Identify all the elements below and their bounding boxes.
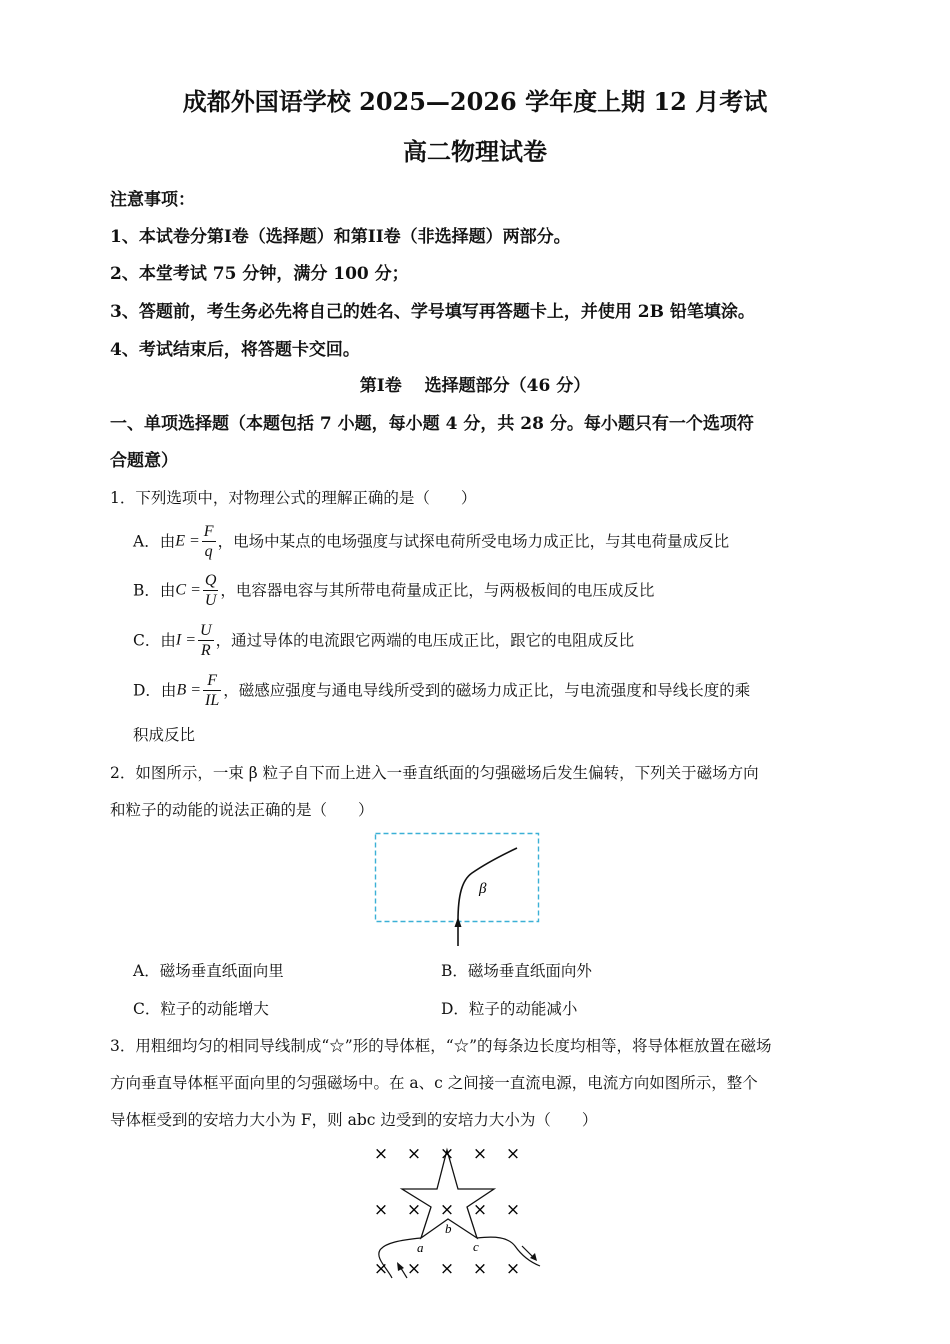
field-into-page-cross-icon: × [373,1200,389,1220]
option-text: ，电场中某点的电场强度与试探电荷所受电场力成正比，与其电荷量成反比 [217,532,730,551]
numerator: U [200,622,212,639]
denominator: U [204,592,217,609]
point-label-a: a [417,1240,424,1255]
q2-option-d: D．粒子的动能减小 [441,1000,578,1018]
arrow-head-icon [397,1262,404,1271]
field-into-page-cross-icon: × [439,1144,455,1164]
field-into-page-cross-icon: × [406,1144,422,1164]
q1-stem: 1．下列选项中，对物理公式的理解正确的是（ ） [110,489,477,507]
numerator: Q [204,572,217,589]
formula-lhs: E = [175,532,200,550]
field-into-page-cross-icon: × [505,1200,521,1220]
denominator: IL [205,692,220,709]
field-into-page-cross-icon: × [472,1144,488,1164]
option-prefix: C．由 [133,631,176,650]
field-into-page-cross-icon: × [505,1144,521,1164]
option-prefix: B．由 [133,581,176,600]
field-region-box [376,834,539,922]
field-into-page-cross-icon: × [472,1259,488,1279]
field-into-page-cross-icon: × [406,1259,422,1279]
q2-option-b: B．磁场垂直纸面向外 [441,962,592,980]
option-text: ，通过导体的电流跟它两端的电压成正比，跟它的电阻成反比 [215,631,635,650]
field-into-page-cross-icon: × [373,1144,389,1164]
option-prefix: D．由 [133,681,177,700]
notes-heading: 注意事项： [110,190,195,210]
field-into-page-cross-icon: × [505,1259,521,1279]
q1-option-d-cont: 积成反比 [133,726,196,744]
denominator: q [204,543,213,560]
q2-stem-cont: 和粒子的动能的说法正确的是（ ） [110,801,374,819]
part-heading: 一、单项选择题（本题包括 7 小题，每小题 4 分，共 28 分。每小题只有一个选项符 [110,414,754,434]
part-heading-cont: 合题意） [110,451,178,471]
field-into-page-cross-icon: × [373,1259,389,1279]
denominator: R [200,642,211,659]
note-item: 3、答题前，考生务必先将自己的姓名、学号填写再答题卡上，并使用 2B 铅笔填涂。 [110,302,755,322]
field-into-page-cross-icon: × [406,1200,422,1220]
q3-stem-cont2: 导体框受到的安培力大小为 F，则 abc 边受到的安培力大小为（ ） [110,1111,598,1129]
note-item: 2、本堂考试 75 分钟，满分 100 分； [110,264,409,284]
particle-trajectory [458,848,517,921]
arrow-head-icon [530,1253,537,1261]
note-item: 1、本试卷分第I卷（选择题）和第II卷（非选择题）两部分。 [110,227,571,247]
field-into-page-cross-icon: × [439,1259,455,1279]
numerator: F [203,523,214,540]
option-prefix: A．由 [133,532,176,551]
option-text: ，电容器电容与其所带电荷量成正比，与两极板间的电压成反比 [220,581,655,600]
star-frame-figure [374,1144,540,1279]
exam-subtitle: 高二物理试卷 [403,137,547,166]
q2-option-c: C．粒子的动能增大 [133,1000,269,1018]
point-label-b: b [445,1221,452,1236]
section-title: 第I卷 选择题部分（46 分） [359,376,591,396]
q3-stem-cont: 方向垂直导体框平面向里的匀强磁场中。在 a、c 之间接一直流电源，电流方向如图所示，整个 [110,1074,758,1092]
field-into-page-cross-icon: × [439,1200,455,1220]
option-text: ，磁感应强度与通电导线所受到的磁场力成正比，与电流强度和导线长度的乘 [223,681,751,700]
q3-stem: 3．用粗细均匀的相同导线制成“☆”形的导体框，“☆”的每条边长度均相等，将导体框放置在磁场 [110,1037,772,1055]
beta-label: β [479,881,487,897]
point-label-c: c [473,1239,479,1254]
field-into-page-cross-icon: × [472,1200,488,1220]
beta-particle-figure [376,834,539,947]
q2-stem: 2．如图所示，一束 β 粒子自下而上进入一垂直纸面的匀强磁场后发生偏转，下列关于磁场方向 [110,764,759,782]
note-item: 4、考试结束后，将答题卡交回。 [110,340,360,360]
q2-option-a: A．磁场垂直纸面向里 [133,962,284,980]
formula-lhs: I = [175,631,196,649]
numerator: F [203,671,221,691]
formula-lhs: C = [175,581,201,599]
exam-title: 成都外国语学校 2025—2026 学年度上期 12 月考试 [182,87,768,116]
formula-lhs: B = [176,681,202,699]
